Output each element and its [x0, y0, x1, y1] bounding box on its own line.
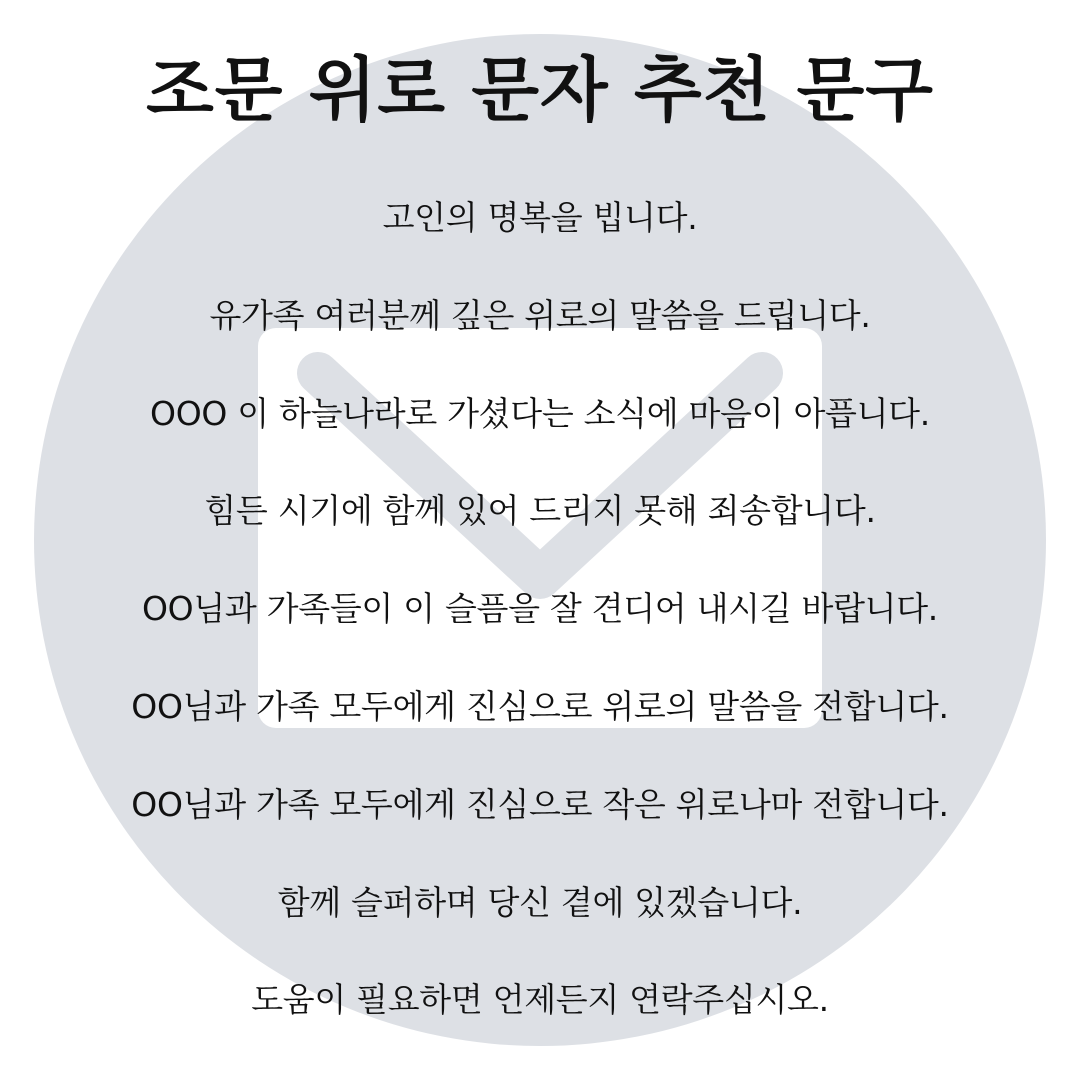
message-line: OO님과 가족들이 이 슬픔을 잘 견디어 내시길 바랍니다.: [141, 589, 938, 629]
message-line: OO님과 가족 모두에게 진심으로 작은 위로나마 전합니다.: [131, 784, 949, 824]
message-line: OOO 이 하늘나라로 가셨다는 소식에 마음이 아픕니다.: [150, 393, 930, 433]
message-line: 유가족 여러분께 깊은 위로의 말씀을 드립니다.: [209, 295, 871, 335]
page-title: 조문 위로 문자 추천 문구: [146, 49, 934, 131]
message-line: 도움이 필요하면 언제든지 연락주십시오.: [251, 980, 829, 1020]
message-line: 함께 슬퍼하며 당신 곁에 있겠습니다.: [277, 882, 803, 922]
message-list: [0, 188, 1080, 1068]
message-line: OO님과 가족 모두에게 진심으로 위로의 말씀을 전합니다.: [131, 686, 949, 726]
message-line: 고인의 명복을 빕니다.: [382, 198, 698, 237]
message-line: 힘든 시기에 함께 있어 드리지 못해 죄송합니다.: [204, 491, 876, 531]
